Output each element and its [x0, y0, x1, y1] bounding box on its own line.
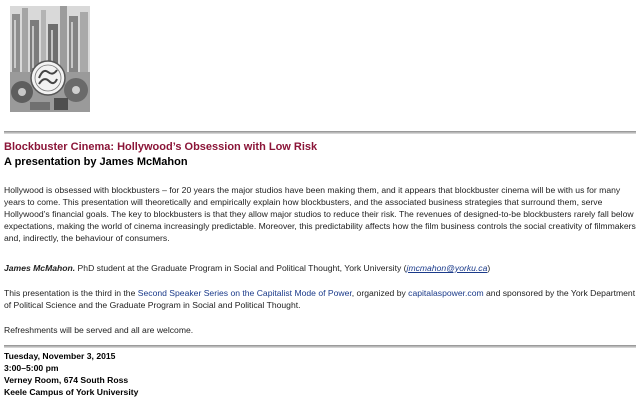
speaker-name: James McMahon. [4, 263, 76, 273]
series-text-middle: , organized by [351, 288, 409, 298]
series-text-after: and sponsored by the York Department of Political Science and the Graduate Program in Social and Political Thought. [4, 288, 636, 310]
speaker-bio [4, 262, 636, 274]
event-campus: Keele Campus of York University [4, 387, 139, 397]
logo-collage-graphic [10, 6, 90, 112]
refreshments-note: Refreshments will be served and all are welcome. [4, 325, 194, 335]
bottom-divider [4, 345, 636, 348]
series-paragraph [4, 287, 636, 311]
organizer-website-link[interactable]: capitalaspower.com [408, 288, 484, 298]
event-room: Verney Room, 674 South Ross [4, 375, 129, 385]
presentation-subtitle: A presentation by James McMahon [4, 156, 188, 168]
speaker-email-link[interactable]: jmcmahon@yorku.ca [406, 263, 488, 273]
event-details [4, 350, 636, 398]
top-divider [4, 131, 636, 134]
event-date: Tuesday, November 3, 2015 [4, 351, 116, 361]
speaker-series-link[interactable]: Second Speaker Series on the Capitalist Mode of Power [137, 288, 352, 298]
speaker-bio-close: ) [487, 263, 491, 273]
presentation-title: Blockbuster Cinema: Hollywood’s Obsession with Low Risk [4, 141, 318, 153]
speaker-bio-text: PhD student at the Graduate Program in Social and Political Thought, York University ( [75, 263, 407, 273]
abstract-paragraph: Hollywood is obsessed with blockbusters – for 20 years the major studios have been making them, and it appears that blockbuster cinema will be with us for many years to come. This presentation will theoretically and empirically explain how blockbusters, and the associated business strategies that surround them, serve Hollywood’s financial goals. The key to blockbusters is that they allow major studios to reduce their risk. The revenues of designed-to-be blockbusters rarely fall below expectations, making the world of cinema increasingly predictable. Moreover, this predictability affects how the film business controls the social creativity of filmmakers and, indirectly, the behaviour of consumers. [4, 185, 636, 243]
event-logo-image [10, 6, 90, 112]
event-time: 3:00–5:00 pm [4, 363, 59, 373]
series-text-before: This presentation is the third in the [4, 288, 138, 298]
